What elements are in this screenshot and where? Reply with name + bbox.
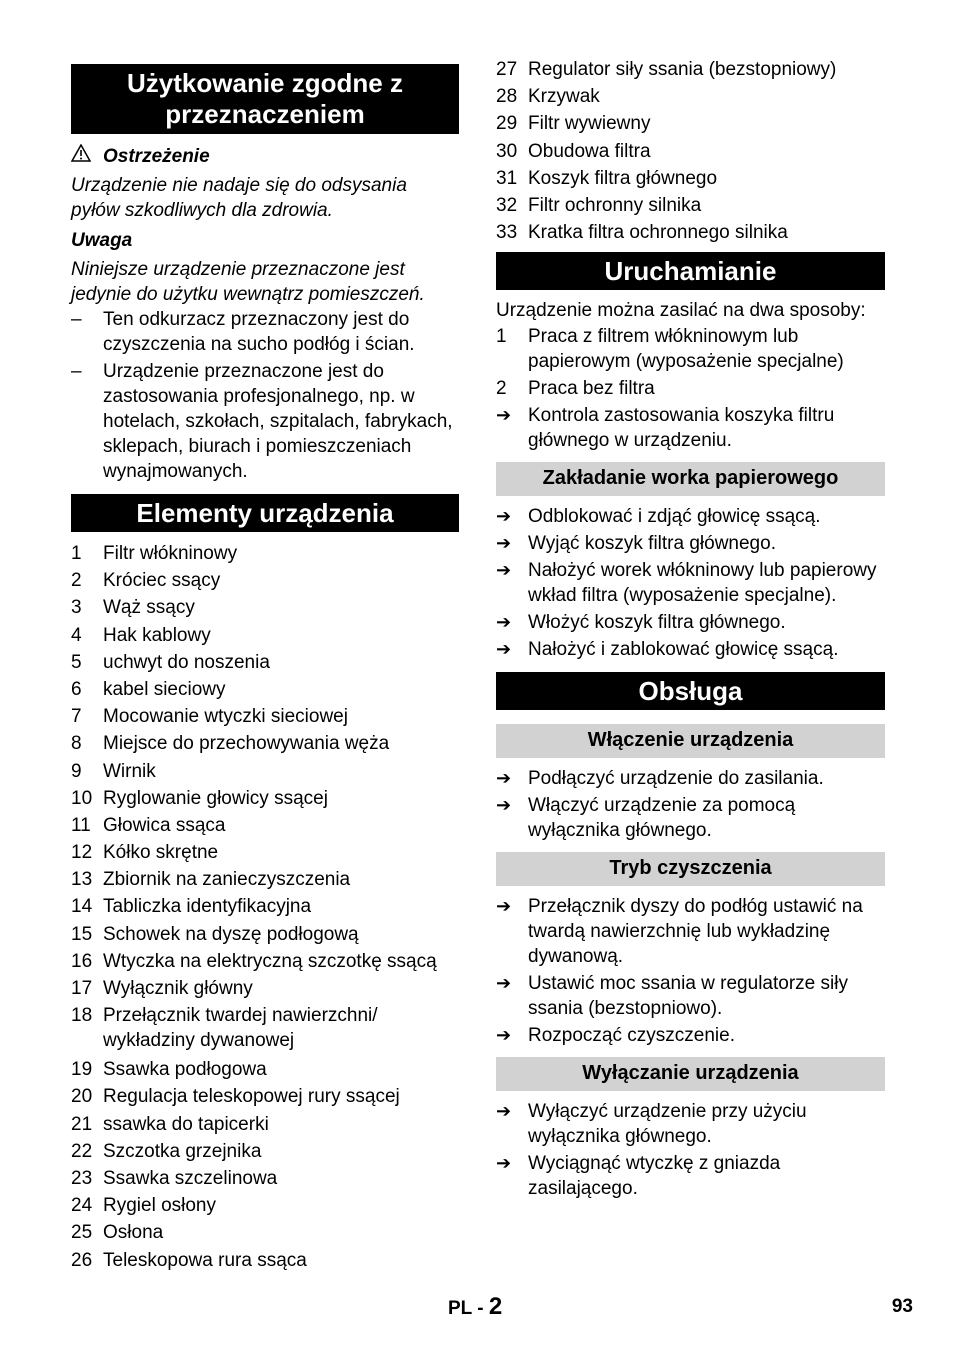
item-number: 29 — [496, 113, 518, 135]
instruction-step — [496, 766, 885, 791]
item-label: Obudowa filtra — [528, 140, 651, 162]
element-list-item — [71, 758, 459, 785]
element-list-item — [496, 56, 885, 83]
item-label: Regulator siły ssania (bezstopniowy) — [528, 59, 837, 80]
instruction-step — [496, 531, 885, 556]
item-number: 28 — [496, 86, 518, 108]
dash-marker: – — [71, 309, 82, 330]
item-number: 15 — [71, 923, 93, 945]
instruction-step — [496, 637, 885, 662]
item-number: 23 — [71, 1167, 93, 1189]
item-number: 27 — [496, 59, 518, 80]
switch-on-steps — [496, 766, 885, 843]
item-number: 20 — [71, 1086, 93, 1108]
element-list-item — [71, 703, 459, 730]
section-title-elements: Elementy urządzenia — [71, 494, 459, 532]
item-label: uchwyt do noszenia — [103, 651, 270, 673]
item-label: Filtr włókninowy — [103, 543, 238, 564]
startup-intro: Urządzenie można zasilać na dwa sposoby: — [496, 300, 866, 322]
element-list-item — [71, 1111, 459, 1138]
item-number: 3 — [71, 597, 82, 619]
elements-list-continued — [496, 56, 885, 246]
item-number: 31 — [496, 167, 518, 189]
step-text: Rozpocząć czyszczenie. — [528, 1025, 735, 1047]
element-list-item — [71, 975, 459, 1002]
item-label: Szczotka grzejnika — [103, 1140, 262, 1162]
bullet-text: Urządzenie przeznaczone jest do zastosowania profesjonalnego, np. w hotelach, szkołach, szpitalach, fabrykach, sklepach, biurach i pomieszczeniach wynajmowanych. — [103, 361, 453, 482]
element-list-item — [71, 676, 459, 703]
item-number: 4 — [71, 624, 82, 646]
element-list-item — [71, 1247, 459, 1274]
note-label: Uwaga — [71, 230, 133, 251]
instruction-step — [496, 971, 885, 1021]
element-list-item — [71, 567, 459, 594]
arrow-right-icon: ➔ — [496, 1153, 512, 1174]
elements-list — [71, 540, 459, 1274]
item-number: 21 — [71, 1113, 93, 1135]
item-number: 32 — [496, 194, 518, 216]
element-list-item — [496, 110, 885, 137]
section-title-operation: Obsługa — [496, 672, 885, 710]
item-label: Ryglowanie głowicy ssącej — [103, 787, 328, 809]
startup-check — [496, 403, 885, 453]
instruction-step — [496, 793, 885, 843]
element-list-item — [496, 138, 885, 165]
element-list-item — [71, 921, 459, 948]
item-label: kabel sieciowy — [103, 678, 226, 700]
right-column — [496, 56, 885, 1203]
item-label: Osłona — [103, 1222, 164, 1244]
bullet-text: Ten odkurzacz przeznaczony jest do czyszczenia na sucho podłóg i ścian. — [103, 309, 415, 355]
subsection-title-paper-bag: Zakładanie worka papierowego — [496, 462, 885, 496]
step-text: Włączyć urządzenie za pomocą wyłącznika głównego. — [528, 795, 796, 842]
footer-lang: PL — [448, 1298, 472, 1319]
arrow-right-icon: ➔ — [496, 560, 512, 581]
element-list-item — [71, 785, 459, 812]
step-text: Odblokować i zdjąć głowicę ssącą. — [528, 506, 821, 528]
step-text: Włożyć koszyk filtra głównego. — [528, 612, 786, 634]
arrow-right-icon: ➔ — [496, 896, 512, 917]
arrow-right-icon: ➔ — [496, 533, 512, 554]
element-list-item — [71, 649, 459, 676]
instruction-step — [496, 894, 885, 969]
subsection-title-switch-on: Włączenie urządzenia — [496, 724, 885, 758]
item-label: Filtr ochronny silnika — [528, 194, 702, 216]
option-text: Praca z filtrem włókninowym lub papierowym (wyposażenie specjalne) — [528, 326, 844, 373]
item-label: Głowica ssąca — [103, 814, 226, 836]
item-number: 17 — [71, 978, 93, 999]
item-label: Wąż ssący — [103, 597, 195, 619]
item-label: Filtr wywiewny — [528, 113, 651, 135]
item-number: 13 — [71, 869, 93, 891]
item-label — [103, 1002, 459, 1056]
element-list-item — [71, 839, 459, 866]
item-label: Teleskopowa rura ssąca — [103, 1249, 307, 1271]
item-label: Króciec ssący — [103, 570, 221, 592]
item-number: 30 — [496, 140, 518, 162]
step-text: Wyjąć koszyk filtra głównego. — [528, 533, 776, 555]
item-number: 18 — [71, 1005, 93, 1027]
item-label: ssawka do tapicerki — [103, 1113, 269, 1135]
element-list-item — [71, 893, 459, 920]
item-number: 12 — [71, 842, 93, 864]
element-list-item — [71, 730, 459, 757]
option-number: 2 — [496, 378, 507, 400]
item-label: Hak kablowy — [103, 624, 211, 646]
subsection-title-cleaning-mode: Tryb czyszczenia — [496, 852, 885, 886]
instruction-step — [496, 504, 885, 529]
item-label: Mocowanie wtyczki sieciowej — [103, 706, 348, 728]
instruction-step — [496, 558, 885, 608]
arrow-right-icon: ➔ — [496, 405, 512, 426]
arrow-right-icon: ➔ — [496, 768, 512, 789]
item-number: 10 — [71, 787, 93, 809]
item-label: Ssawka szczelinowa — [103, 1167, 278, 1189]
item-number: 7 — [71, 706, 82, 728]
element-list-item — [71, 1056, 459, 1083]
intended-use-bullet — [71, 359, 459, 484]
item-number: 6 — [71, 678, 82, 700]
item-number: 2 — [71, 570, 82, 592]
arrow-right-icon: ➔ — [496, 973, 512, 994]
note-text: Niniejsze urządzenie przeznaczone jest jedynie do użytku wewnątrz pomieszczeń. — [71, 259, 425, 305]
section-title-intended-use — [71, 64, 459, 134]
item-number: 26 — [71, 1249, 93, 1271]
item-label: Koszyk filtra głównego — [528, 167, 718, 189]
switch-off-steps — [496, 1099, 885, 1201]
element-list-item — [71, 1165, 459, 1192]
arrow-right-icon: ➔ — [496, 639, 512, 660]
item-label: Wtyczka na elektryczną szczotkę ssącą — [103, 950, 437, 972]
step-text: Wyciągnąć wtyczkę z gniazda zasilającego. — [528, 1153, 781, 1200]
subsection-title-switch-off: Wyłączanie urządzenia — [496, 1057, 885, 1091]
warning-triangle-icon — [71, 144, 103, 169]
option-text: Praca bez filtra — [528, 378, 655, 400]
cleaning-mode-steps — [496, 894, 885, 1048]
footer-separator: - — [471, 1298, 489, 1319]
footer-page-number: 93 — [891, 1296, 913, 1317]
item-label-line-2: wykładziny dywanowej — [103, 1030, 295, 1052]
step-text: Nałożyć worek włókninowy lub papierowy wkład filtra (wyposażenie specjalne). — [528, 560, 877, 607]
step-text: Przełącznik dyszy do podłóg ustawić na twardą nawierzchnię lub wykładzinę dywanową. — [528, 896, 863, 968]
item-label: Schowek na dyszę podłogową — [103, 923, 359, 945]
paper-bag-steps — [496, 504, 885, 662]
instruction-step — [496, 610, 885, 635]
item-label: Tabliczka identyfikacyjna — [103, 896, 312, 918]
warning-text: Urządzenie nie nadaje się do odsysania pyłów szkodliwych dla zdrowia. — [71, 175, 407, 221]
item-number: 16 — [71, 950, 93, 972]
item-label: Wirnik — [103, 760, 156, 782]
instruction-step — [496, 1151, 885, 1201]
element-list-item — [71, 1138, 459, 1165]
title-line-2: przeznaczeniem — [165, 99, 365, 129]
section-title-startup: Uruchamianie — [496, 252, 885, 290]
warning-label: Ostrzeżenie — [103, 146, 210, 167]
footer-section-page: 2 — [488, 1293, 503, 1320]
item-number: 24 — [71, 1195, 93, 1217]
item-number: 1 — [71, 543, 82, 564]
element-list-item — [496, 219, 885, 246]
dash-marker: – — [71, 361, 82, 382]
element-list-item — [496, 165, 885, 192]
option-number: 1 — [496, 326, 507, 348]
item-label: Miejsce do przechowywania węża — [103, 733, 390, 755]
item-label: Ssawka podłogowa — [103, 1059, 267, 1081]
arrow-right-icon: ➔ — [496, 1101, 512, 1122]
item-number: 33 — [496, 222, 518, 244]
startup-option — [496, 376, 885, 401]
arrow-right-icon: ➔ — [496, 612, 512, 633]
item-label: Wyłącznik główny — [103, 978, 253, 999]
item-number: 5 — [71, 651, 82, 673]
element-list-item — [496, 192, 885, 219]
item-number: 9 — [71, 760, 82, 782]
footer-section-code — [448, 1292, 502, 1324]
step-text: Podłączyć urządzenie do zasilania. — [528, 768, 824, 790]
instruction-step — [496, 1023, 885, 1048]
warning-heading — [71, 144, 459, 169]
element-list-item — [71, 1219, 459, 1246]
check-text: Kontrola zastosowania koszyka filtru głównego w urządzeniu. — [528, 405, 835, 452]
element-list-item — [71, 1083, 459, 1110]
element-list-item — [71, 1192, 459, 1219]
title-line-1: Użytkowanie zgodne z — [127, 68, 403, 98]
item-number: 8 — [71, 733, 82, 755]
arrow-right-icon: ➔ — [496, 795, 512, 816]
element-list-item — [71, 540, 459, 567]
left-column — [71, 56, 459, 1274]
item-label: Kółko skrętne — [103, 842, 219, 864]
intended-use-bullet — [71, 307, 459, 357]
item-number: 25 — [71, 1222, 93, 1244]
item-label: Regulacja teleskopowej rury ssącej — [103, 1086, 400, 1108]
item-label: Kratka filtra ochronnego silnika — [528, 222, 788, 244]
item-label: Krzywak — [528, 86, 600, 108]
arrow-right-icon: ➔ — [496, 506, 512, 527]
item-label: Zbiornik na zanieczyszczenia — [103, 869, 351, 891]
element-list-item — [71, 622, 459, 649]
instruction-step — [496, 1099, 885, 1149]
element-list-item — [71, 594, 459, 621]
item-number: 22 — [71, 1140, 93, 1162]
startup-option — [496, 324, 885, 374]
item-label: Rygiel osłony — [103, 1195, 216, 1217]
element-list-item — [71, 948, 459, 975]
element-list-item — [71, 866, 459, 893]
element-list-item — [71, 812, 459, 839]
item-number: 14 — [71, 896, 93, 918]
step-text: Nałożyć i zablokować głowicę ssącą. — [528, 639, 839, 661]
item-number: 11 — [71, 814, 91, 836]
step-text: Ustawić moc ssania w regulatorze siły ssania (bezstopniowo). — [528, 973, 848, 1020]
element-list-item — [496, 83, 885, 110]
arrow-right-icon: ➔ — [496, 1025, 512, 1046]
item-label-line-1: Przełącznik twardej nawierzchni/ — [103, 1005, 378, 1027]
element-list-item — [71, 1002, 459, 1056]
item-number: 19 — [71, 1059, 93, 1081]
step-text: Wyłączyć urządzenie przy użyciu wyłącznika głównego. — [528, 1101, 807, 1148]
